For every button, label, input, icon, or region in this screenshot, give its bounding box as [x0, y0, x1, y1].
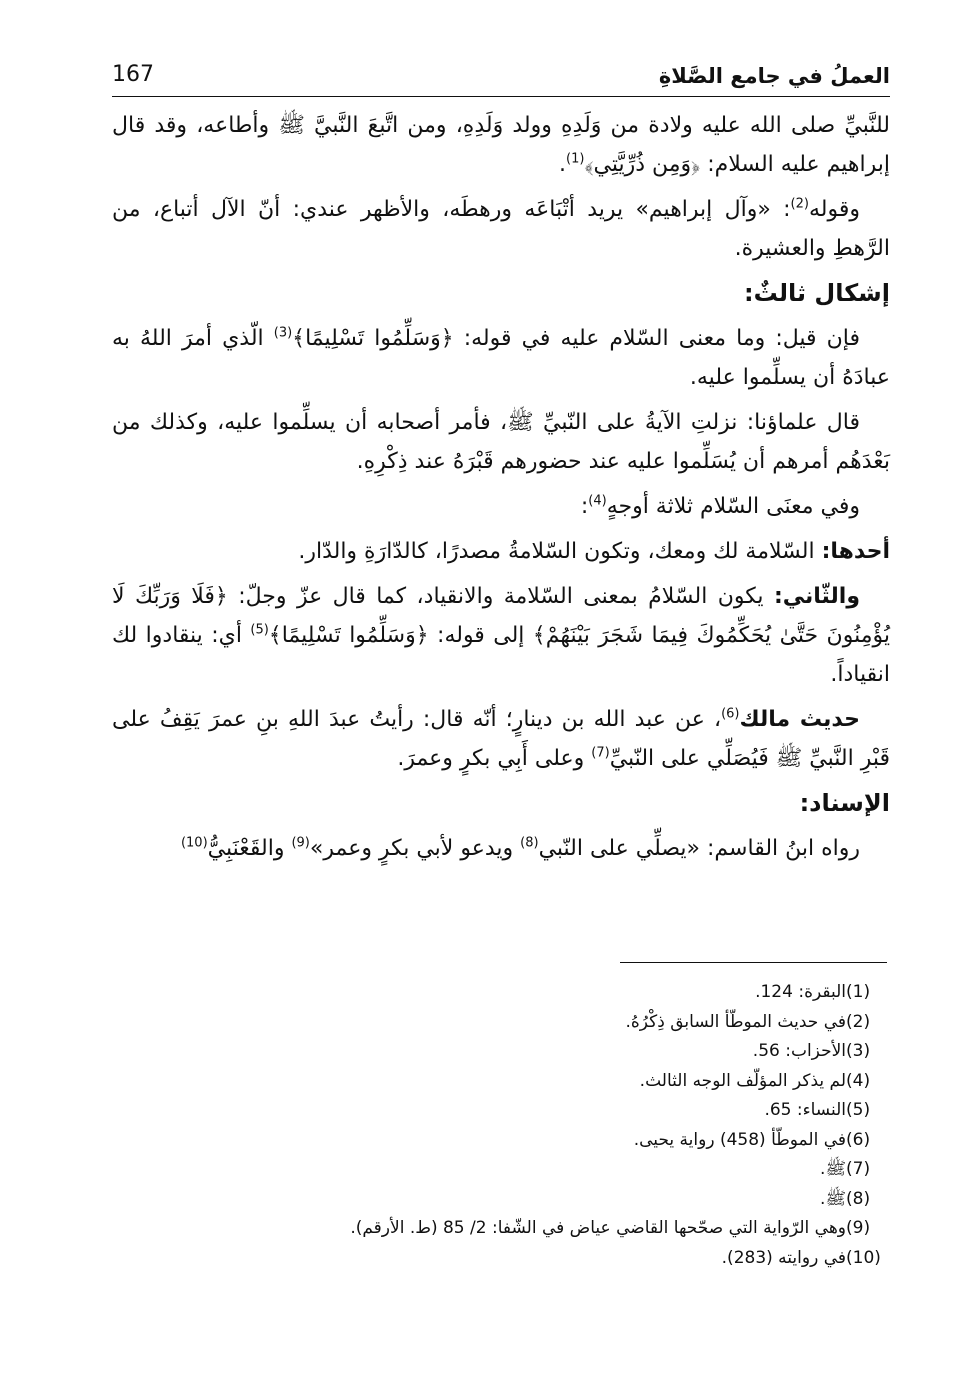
footnote-ref[interactable]: (4) [588, 493, 607, 509]
footnote-number: (2) [846, 1011, 871, 1032]
footnote-item [112, 1037, 890, 1067]
paragraph-9: رواه ابنُ القاسم: «يصلِّي على النّبي$^{(8)}$ ويدعو لأبي بكرٍ وعمر»$^{(9)}$ والقَعْنَبِيُّ$^{(10)}$ [180, 835, 860, 861]
footnote-number: (7) [846, 1159, 871, 1179]
footnote-item [112, 1155, 890, 1185]
footnote-number: (9) [846, 1218, 871, 1238]
footnote-text: لم يذكر المؤلّف الوجه الثالث. [639, 1070, 846, 1091]
footnote-number: (1) [846, 982, 871, 1002]
footnote-item [112, 1214, 890, 1244]
footnote-item [112, 1067, 890, 1097]
footnote-text: البقرة: 124. [755, 982, 846, 1002]
footnote-number: (3) [846, 1041, 871, 1061]
footnote-ref[interactable]: (3) [273, 325, 293, 341]
footnote-ref[interactable]: (9) [291, 835, 310, 851]
footnote-text: ﷺ. [820, 1159, 846, 1179]
footnote-number: (5) [846, 1100, 871, 1120]
footnote-ref[interactable]: (5) [250, 622, 269, 638]
footnote-text: ﷺ. [820, 1188, 846, 1209]
footnote-ref[interactable]: (7) [591, 745, 610, 761]
page-number: 167 [112, 62, 154, 87]
footnote-item [112, 1126, 890, 1156]
paragraph-4: قال علماؤنا: نزلتِ الآيةُ على النّبيِّ ﷺ، فأمر أصحابه أن يسلِّموا عليه، وكذلك من بَعْدَهُم أمرهم أن يُسَلِّموا عليه عند حضورهم قَبْرَهُ عند ذِكْرِهِ. [112, 410, 890, 474]
footnote-text: في الموطّأ (458) رواية يحيى. [633, 1129, 846, 1150]
paragraph-1: للنَّبيِّ صلى الله عليه ولادة من وَلَدِهِ وولد وَلَدِهِ، ومن اتَّبعَ النَّبيَّ ﷺ وأطاعه، وقد قال إبراهيم عليه السلام: ﴿وَمِن ذُرِّيَّتِي﴾$^{(1)}$. [112, 113, 890, 177]
footnote-item [112, 1096, 890, 1126]
footnote-number: (6) [846, 1129, 871, 1150]
page-header [112, 56, 890, 97]
footnotes [112, 978, 890, 1273]
footnote-number: (10) [846, 1247, 881, 1268]
footnote-number: (8) [846, 1188, 871, 1209]
footnote-text: النساء: 65. [764, 1100, 846, 1120]
main-text [112, 106, 890, 874]
lead-word: والثّاني: [773, 584, 860, 609]
paragraph-8: حديث مالك$^{(6)}$، عن عبد الله بن دينارٍ؛ أنّه قال: رأيتُ عبدَ اللهِ بنِ عمرَ يَقِفُ على قَبْرِ النَّبيِّ ﷺ فَيُصَلِّي على النّبيِّ$^{(7)}$ وعلى أَبِي بكرٍ وعمرَ. [112, 706, 890, 771]
paragraph-7: والثّاني: يكون السّلامُ بمعنى السّلامة والانقياد، كما قال عزّ وجلّ: ﴿فَلَا وَرَبِّكَ لَا يُؤْمِنُونَ حَتَّىٰ يُحَكِّمُوكَ فِيمَا شَجَرَ بَيْنَهُمْ﴾ إلى قوله: ﴿وَسَلِّمُوا تَسْلِيمًا﴾$^{(5)}$ أي: ينقادوا لك انقياداً. [112, 584, 890, 687]
footnote-text: في روايته (283). [721, 1247, 846, 1268]
footnote-number: (4) [846, 1070, 871, 1091]
paragraph-2: وقوله$^{(2)}$: «وآل إبراهيم» يريد أتْبَاعَه ورهطَه، والأظهر عندي: أنّ الآل أتباع، من الرَّهطِ والعشيرة. [112, 196, 890, 261]
footnote-ref[interactable]: (6) [721, 706, 740, 722]
footnote-item [112, 978, 890, 1008]
footnote-item [112, 1244, 890, 1274]
lead-word: حديث مالك [739, 707, 860, 732]
paragraph-5: وفي معنَى السّلام ثلاثة أوجهٍ$^{(4)}$: [580, 493, 860, 519]
footnote-text: الأحزاب: 56. [752, 1041, 846, 1061]
footnote-item [112, 1185, 890, 1215]
footnote-ref[interactable]: (2) [790, 196, 809, 212]
section-heading: إشكال ثالثٌ: [743, 279, 890, 307]
footnote-ref[interactable]: (1) [566, 151, 585, 167]
paragraph-3: فإن قيل: وما معنى السّلام عليه في قوله: ﴿وَسَلِّمُوا تَسْلِيمًا﴾$^{(3)}$ الّذي أمرَ اللهُ به عبادَهُ أن يسلِّموا عليه. [112, 325, 890, 390]
footnote-text: في حديث الموطّأ السابق ذِكْرُهُ. [625, 1011, 846, 1032]
section-heading: الإسناد: [799, 789, 890, 817]
footnote-item [112, 1008, 890, 1038]
footnote-separator [620, 962, 887, 963]
footnote-ref[interactable]: (10) [180, 835, 208, 851]
footnote-ref[interactable]: (8) [520, 835, 539, 851]
running-title: العملُ في جامع الصَّلاةِ [658, 64, 890, 88]
footnote-text: وهي الرّواية التي صحّحها القاضي عياض في الشّفا: 2/ 85 (ط. الأرقم). [350, 1218, 846, 1238]
paragraph-6: أحدها: السّلامة لك ومعك، وتكون السّلامةُ مصدرًا، كالدّارَةِ والدّار. [298, 539, 890, 564]
lead-word: أحدها: [821, 539, 890, 564]
